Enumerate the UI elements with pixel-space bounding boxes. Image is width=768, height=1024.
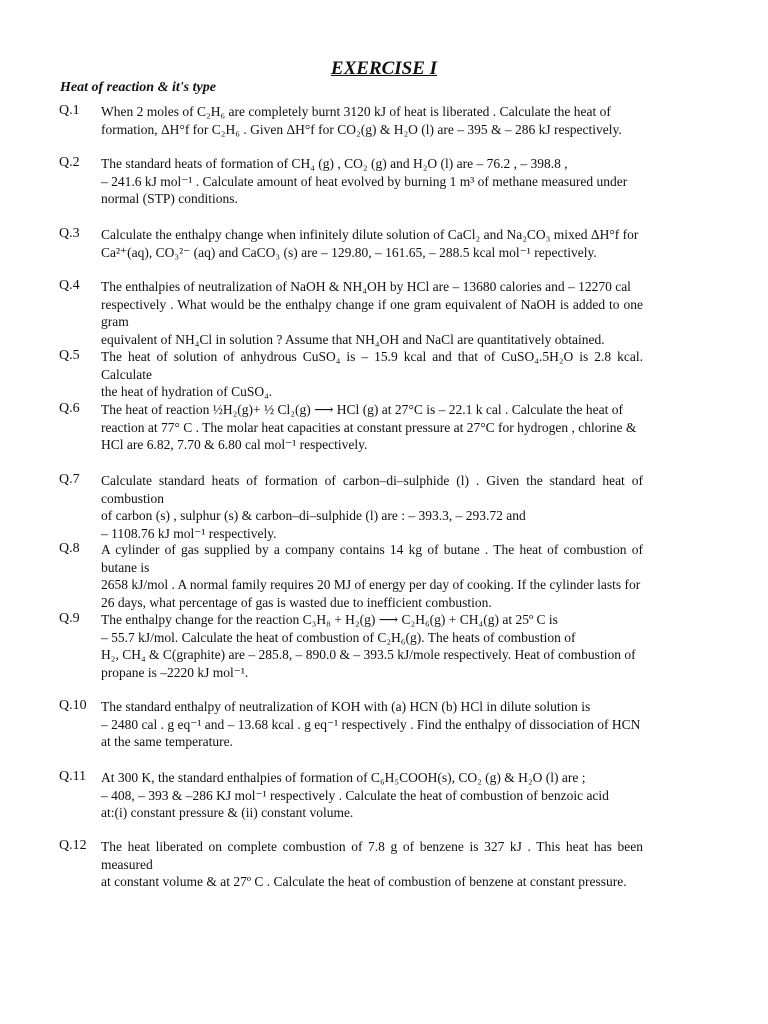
question-text: [101, 698, 643, 751]
question-line: – 408, – 393 & –286 KJ mol⁻¹ respectively . Calculate the heat of combustion of benzoic acid: [101, 787, 609, 803]
question-line: normal (STP) conditions.: [101, 191, 238, 206]
question-line: Calculate the enthalpy change when infinitely dilute solution of CaCl₂ and Na₂CO₃ mixed ΔH°f for: [101, 227, 639, 242]
question-text: [101, 226, 643, 261]
question-text: [101, 472, 643, 542]
question-number: Q.7: [59, 472, 80, 487]
question-line: Calculate standard heats of formation of carbon–di–sulphide (l) . Given the standard heat of combustion: [101, 473, 643, 506]
question-text: [101, 155, 643, 208]
question-number: Q.5: [59, 348, 80, 363]
question-line: Ca²⁺(aq), CO₃²⁻ (aq) and CaCO₃ (s) are – 129.80, – 161.65, – 288.5 kcal mol⁻¹ repectively.: [101, 244, 597, 260]
question-line: 26 days, what percentage of gas is wasted due to inefficient combustion.: [101, 594, 492, 610]
question-text: [101, 611, 643, 681]
question-number: Q.2: [59, 155, 80, 170]
question-line: at:(i) constant pressure & (ii) constant volume.: [101, 805, 354, 820]
question-line: The enthalpies of neutralization of NaOH & NH₄OH by HCl are – 13680 calories and – 12270 cal: [101, 279, 631, 294]
question-line: When 2 moles of C₂H₆ are completely burnt 3120 kJ of heat is liberated . Calculate the heat of: [101, 104, 611, 119]
question-line: – 55.7 kJ/mol. Calculate the heat of combustion of C₂H₆(g). The heats of combustion of: [101, 629, 576, 645]
question-number: Q.10: [59, 698, 87, 713]
question-line: reaction at 77° C . The molar heat capacities at constant pressure at 27°C for hydrogen , chlorine &: [101, 419, 637, 435]
question-line: – 2480 cal . g eq⁻¹ and – 13.68 kcal . g eq⁻¹ respectively . Find the enthalpy of dissociation of HCN: [101, 716, 641, 732]
question-text: [101, 278, 643, 348]
question-text: [101, 401, 643, 454]
question-line: At 300 K, the standard enthalpies of formation of C₆H₅COOH(s), CO₂ (g) & H₂O (l) are ;: [101, 770, 586, 785]
question-text: [101, 769, 643, 822]
question-line: – 241.6 kJ mol⁻¹ . Calculate amount of heat evolved by burning 1 m³ of methane measured under: [101, 173, 628, 189]
question-line: The heat liberated on complete combustion of 7.8 g of benzene is 327 kJ . This heat has been measured: [101, 839, 643, 872]
question-line: The heat of solution of anhydrous CuSO₄ is – 15.9 kcal and that of CuSO₄.5H₂O is 2.8 kcal. Calculate: [101, 349, 643, 382]
question-text: [101, 103, 643, 138]
question-line: of carbon (s) , sulphur (s) & carbon–di–sulphide (l) are : – 393.3, – 293.72 and: [101, 508, 526, 523]
question-text: [101, 541, 643, 611]
question-text: [101, 348, 643, 401]
question-line: The standard heats of formation of CH₄ (g) , CO₂ (g) and H₂O (l) are – 76.2 , – 398.8 ,: [101, 156, 568, 171]
question-line: at constant volume & at 27º C . Calculate the heat of combustion of benzene at constant pressure.: [101, 874, 627, 889]
question-number: Q.3: [59, 226, 80, 241]
question-line: H₂, CH₄ & C(graphite) are – 285.8, – 890.0 & – 393.5 kJ/mole respectively. Heat of combustion of: [101, 647, 636, 662]
question-line: – 1108.76 kJ mol⁻¹ respectively.: [101, 525, 277, 541]
question-number: Q.4: [59, 278, 80, 293]
question-line: A cylinder of gas supplied by a company contains 14 kg of butane . The heat of combustion of butane is: [101, 542, 643, 575]
question-number: Q.11: [59, 769, 87, 784]
question-number: Q.9: [59, 611, 80, 626]
section-heading: Heat of reaction & it's type: [60, 80, 216, 95]
question-number: Q.12: [59, 838, 87, 853]
question-line: HCl are 6.82, 7.70 & 6.80 cal mol⁻¹ respectively.: [101, 437, 368, 452]
question-line: 2658 kJ/mol . A normal family requires 20 MJ of energy per day of cooking. If the cylinder lasts for: [101, 577, 641, 592]
question-line: at the same temperature.: [101, 734, 233, 749]
question-line: The heat of reaction ½H₂(g)+ ½ Cl₂(g) ⟶ HCl (g) at 27°C is – 22.1 k cal . Calculate the heat of: [101, 402, 624, 417]
question-line: The standard enthalpy of neutralization of KOH with (a) HCN (b) HCl in dilute solution is: [101, 699, 591, 714]
question-number: Q.6: [59, 401, 80, 416]
question-line: equivalent of NH₄Cl in solution ? Assume that NH₄OH and NaCl are quantitatively obtained.: [101, 331, 605, 347]
question-line: The enthalpy change for the reaction C₃H₈ + H₂(g) ⟶ C₂H₆(g) + CH₄(g) at 25º C is: [101, 612, 558, 627]
question-line: the heat of hydration of CuSO₄.: [101, 384, 273, 399]
page-title: EXERCISE I: [330, 58, 438, 79]
question-text: [101, 838, 643, 891]
question-line: propane is –2220 kJ mol⁻¹.: [101, 664, 249, 680]
question-number: Q.8: [59, 541, 80, 556]
question-line: formation, ΔH°f for C₂H₆ . Given ΔH°f for CO₂(g) & H₂O (l) are – 395 & – 286 kJ respectively.: [101, 121, 622, 137]
question-number: Q.1: [59, 103, 80, 118]
question-line: respectively . What would be the enthalpy change if one gram equivalent of NaOH is added to one gram: [101, 296, 643, 329]
